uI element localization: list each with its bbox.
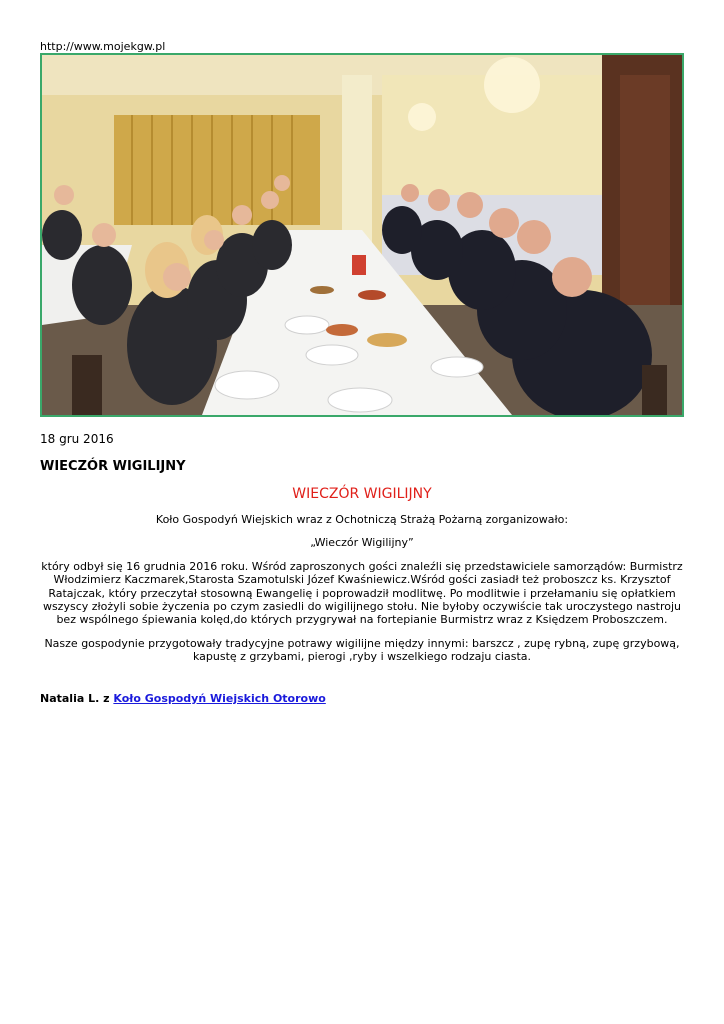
post-content (40, 486, 684, 674)
event-photo (40, 53, 684, 417)
author-prefix: Natalia L. z (40, 692, 110, 705)
intro-text: Koło Gospodyń Wiejskich wraz z Ochotniczą Strażą Pożarną zorganizowało: (155, 513, 569, 526)
post-title: WIECZÓR WIGILIJNY (40, 459, 186, 474)
paragraph-2: Nasze gospodynie przygotowały tradycyjne potrawy wigilijne między innymi: barszcz , zupę rybną, zupę grzybową, kapustę z grzybami, pierogi ,ryby i wszelkiego rodzaju ciasta. (44, 636, 680, 664)
site-url: http://www.mojekgw.pl (40, 40, 166, 53)
post-date: 18 gru 2016 (40, 432, 114, 446)
author-link[interactable]: Koło Gospodyń Wiejskich Otorowo (113, 692, 326, 705)
post-author (40, 692, 326, 705)
paragraph-1: który odbył się 16 grudnia 2016 roku. Wśród zaproszonych gości znaleźli się przedstawiciele samorządów: Burmistrz Włodzimierz Kaczmarek,Starosta Szamotulski Józef Kwaśniewicz.Wśród gości zasiadł też proboszcz ks. Krzysztof Ratajczak, który przeczytał stosowną Ewangelię i poprowadził modlitwę. Po modlitwie i przełamaniu się opłatkiem wszyscy złożyli sobie życzenia po czym zasiedli do wigilijnego stołu. Nie byłoby oczywiście tak uroczystego nastroju bez wspólnego śpiewania kolęd,do których przygrywał na fortepianie Burmistrz wraz z Księdzem Proboszczem. (41, 559, 683, 627)
content-heading: WIECZÓR WIGILIJNY (292, 486, 432, 502)
event-name: „Wieczór Wigilijny” (310, 536, 414, 550)
event-photo-illustration (42, 55, 682, 415)
